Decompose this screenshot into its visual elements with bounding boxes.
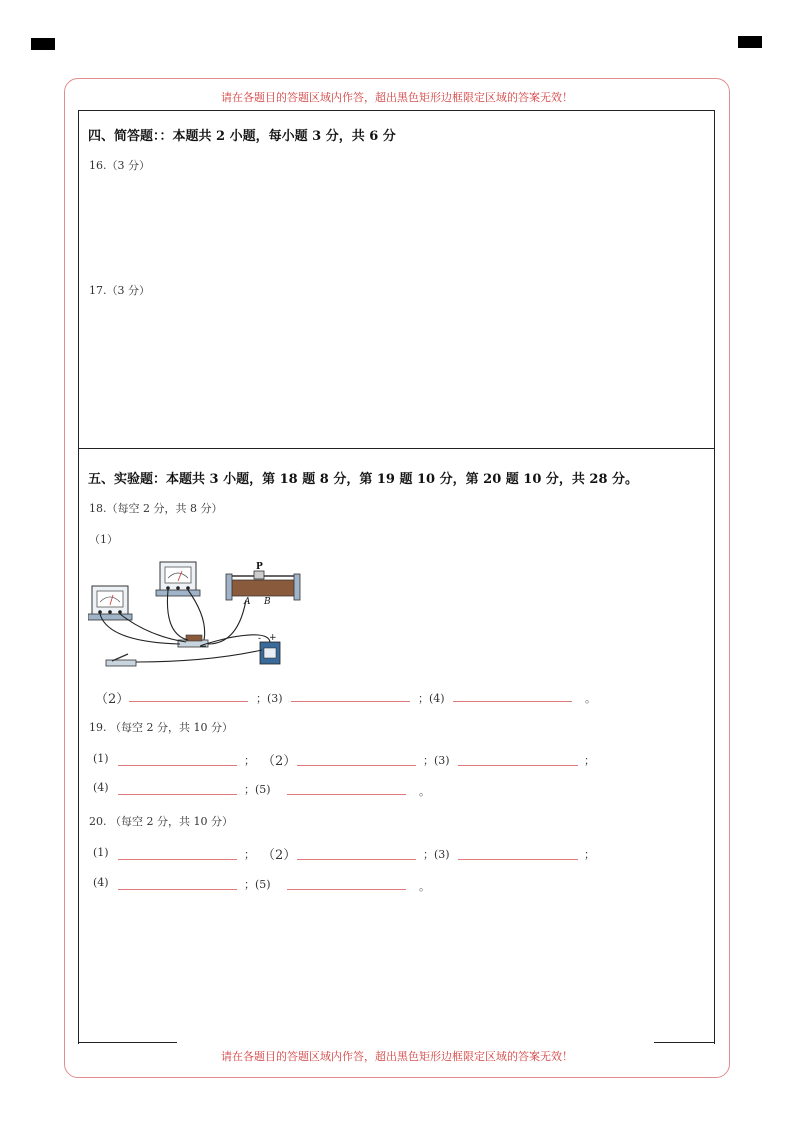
section-divider [78, 448, 715, 449]
q19-p4-label: (4) [93, 781, 109, 794]
q18-label: 18.（每空 2 分，共 8 分） [89, 502, 223, 515]
q17-label: 17.（3 分） [89, 284, 150, 297]
q18-p3-label: ；(3) [256, 692, 283, 705]
box-bottom-line-left [78, 1042, 177, 1043]
rheostat [226, 562, 300, 607]
q20-blank-3[interactable] [458, 859, 578, 860]
q18-p2-label: （2） [95, 692, 130, 707]
alignment-mark-right [738, 36, 762, 48]
q19-p5-label: ；(5) [244, 783, 271, 796]
terminal-label-a: A [244, 597, 251, 607]
battery-minus-label: - [258, 634, 262, 644]
battery-plus-label: + [269, 633, 277, 643]
q19-p2-label: （2） [262, 754, 297, 769]
battery [258, 633, 280, 664]
q19-p1-label: (1) [93, 752, 109, 765]
q20-p1-label: (1) [93, 846, 109, 859]
q20-p5-label: ；(5) [244, 878, 271, 891]
alignment-mark-left [31, 38, 55, 50]
q18-blank-3[interactable] [291, 701, 410, 702]
q18-end: 。 [585, 692, 596, 705]
q20-sep-1: ； [244, 848, 255, 861]
q20-blank-4[interactable] [118, 889, 237, 890]
ammeter-left [88, 586, 132, 620]
q19-blank-3[interactable] [458, 765, 578, 766]
q18-p4-label: ；(4) [418, 692, 445, 705]
q19-sep-3: ； [584, 754, 595, 767]
q18-part1-label: （1） [89, 533, 118, 546]
q19-label: 19. （每空 2 分，共 10 分） [89, 721, 233, 734]
circuit-figure [88, 558, 310, 676]
switch [106, 654, 136, 666]
notice-bottom: 请在各题目的答题区域内作答，超出黑色矩形边框限定区域的答案无效！ [221, 1050, 573, 1063]
q20-label: 20. （每空 2 分，共 10 分） [89, 815, 233, 828]
box-bottom-line-right [654, 1042, 715, 1043]
q20-p3-label: ；(3) [423, 848, 450, 861]
q20-p4-label: (4) [93, 876, 109, 889]
notice-top: 请在各题目的答题区域内作答，超出黑色矩形边框限定区域的答案无效！ [221, 91, 573, 104]
q19-end: 。 [419, 785, 430, 798]
q20-p2-label: （2） [262, 848, 297, 863]
section5-title: 五、实验题：本题共 3 小题，第 18 题 8 分，第 19 题 10 分，第 20 题 10 分，共 28 分。 [88, 472, 639, 487]
q19-blank-5[interactable] [287, 794, 406, 795]
q19-p3-label: ；(3) [423, 754, 450, 767]
q19-blank-4[interactable] [118, 794, 237, 795]
section4-title: 四、简答题：：本题共 2 小题，每小题 3 分，共 6 分 [88, 129, 396, 144]
q19-blank-1[interactable] [118, 765, 237, 766]
q19-blank-2[interactable] [297, 765, 416, 766]
q20-end: 。 [419, 880, 430, 893]
q20-sep-3: ； [584, 848, 595, 861]
q20-blank-1[interactable] [118, 859, 237, 860]
q16-label: 16.（3 分） [89, 159, 150, 172]
q20-blank-5[interactable] [287, 889, 406, 890]
q18-blank-2[interactable] [129, 701, 248, 702]
terminal-label-b: B [264, 597, 271, 607]
q19-sep-1: ； [244, 754, 255, 767]
q18-blank-4[interactable] [453, 701, 572, 702]
q20-blank-2[interactable] [297, 859, 416, 860]
voltmeter-middle [156, 562, 200, 596]
slider-label-p: P [256, 562, 263, 572]
